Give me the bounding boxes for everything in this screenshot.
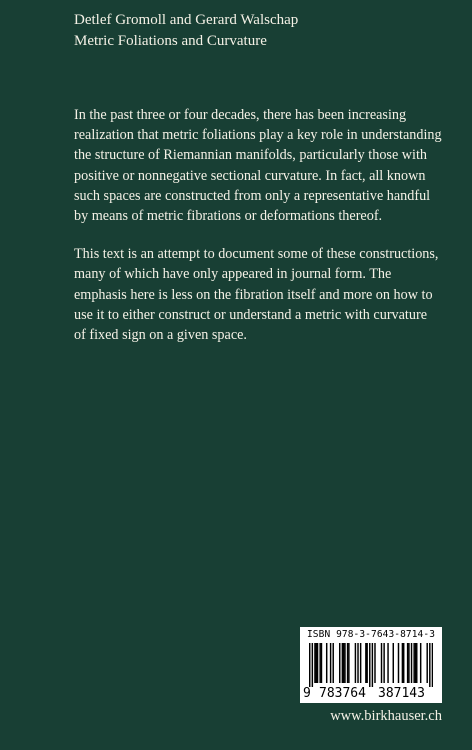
barcode-bar [402, 643, 403, 683]
barcode-bar [360, 643, 361, 683]
barcode-bar [344, 643, 345, 683]
barcode-bar [408, 643, 409, 683]
barcode-bar [420, 643, 421, 683]
ean-digits [300, 686, 442, 702]
barcode-bar [413, 643, 414, 683]
barcode-bar [429, 643, 430, 687]
isbn-label: ISBN 978-3-7643-8714-3 [306, 629, 436, 640]
barcode-bar [415, 643, 416, 683]
barcode-bar [312, 643, 313, 687]
barcode-bar [366, 643, 367, 683]
barcode-bar [332, 643, 333, 683]
barcode-bar [369, 643, 370, 687]
isbn-barcode [300, 627, 442, 703]
barcode-bar [348, 643, 349, 683]
barcode-bar [347, 643, 348, 683]
barcode-bar [411, 643, 412, 683]
barcode-bar [381, 643, 382, 683]
barcode-bar [326, 643, 327, 683]
book-title: Metric Foliations and Curvature [74, 33, 267, 49]
barcode-bar [357, 643, 358, 683]
barcode-bar [330, 643, 331, 683]
barcode-bar [314, 643, 315, 683]
barcode-bar [432, 643, 433, 687]
ean-first-digit: 9 [303, 686, 311, 701]
barcode-bar [321, 643, 322, 683]
blurb-paragraph-2: This text is an attempt to document some of these constructions, many of which have only appeared in journal form. The emphasis here is less on the fibration itself and more on how to use it to either construct or understand a metric with curvature of fixed sign on a given space. [74, 246, 439, 344]
publisher-url[interactable]: www.birkhauser.ch [330, 708, 442, 724]
barcode-bar [355, 643, 356, 683]
barcode-bar [319, 643, 320, 683]
barcode-bar [309, 643, 310, 687]
barcode-bar [372, 643, 373, 687]
barcode-bar [317, 643, 318, 683]
barcode-bar [398, 643, 399, 683]
barcode-bar [342, 643, 343, 683]
barcode-bar [343, 643, 344, 683]
ean-right-group: 387143 [378, 686, 425, 701]
barcode-bar [407, 643, 408, 683]
barcode-bar [393, 643, 394, 683]
barcode-bar [387, 643, 388, 683]
barcode-bar [416, 643, 417, 683]
barcode-bar [426, 643, 427, 683]
barcode-bar [374, 643, 375, 683]
barcode-bar [316, 643, 317, 683]
barcode-bar [383, 643, 384, 683]
barcode-bar [365, 643, 366, 683]
barcode-bar [339, 643, 340, 683]
barcode-bar [403, 643, 404, 683]
cover-header [74, 10, 298, 52]
back-cover-blurb [74, 105, 442, 363]
ean-left-group: 783764 [319, 686, 366, 701]
barcode-bars [309, 643, 433, 687]
author-names: Detlef Gromoll and Gerard Walschap [74, 12, 299, 28]
blurb-paragraph-1: In the past three or four decades, there has been increasing realization that metric foliations play a key role in understanding the structure of Riemannian manifolds, particularly those with positive or nonnegative sectional curvature. In fact, all known such spaces are constructed from only a representative handful by means of metric fibrations or deformations thereof. [74, 107, 442, 225]
